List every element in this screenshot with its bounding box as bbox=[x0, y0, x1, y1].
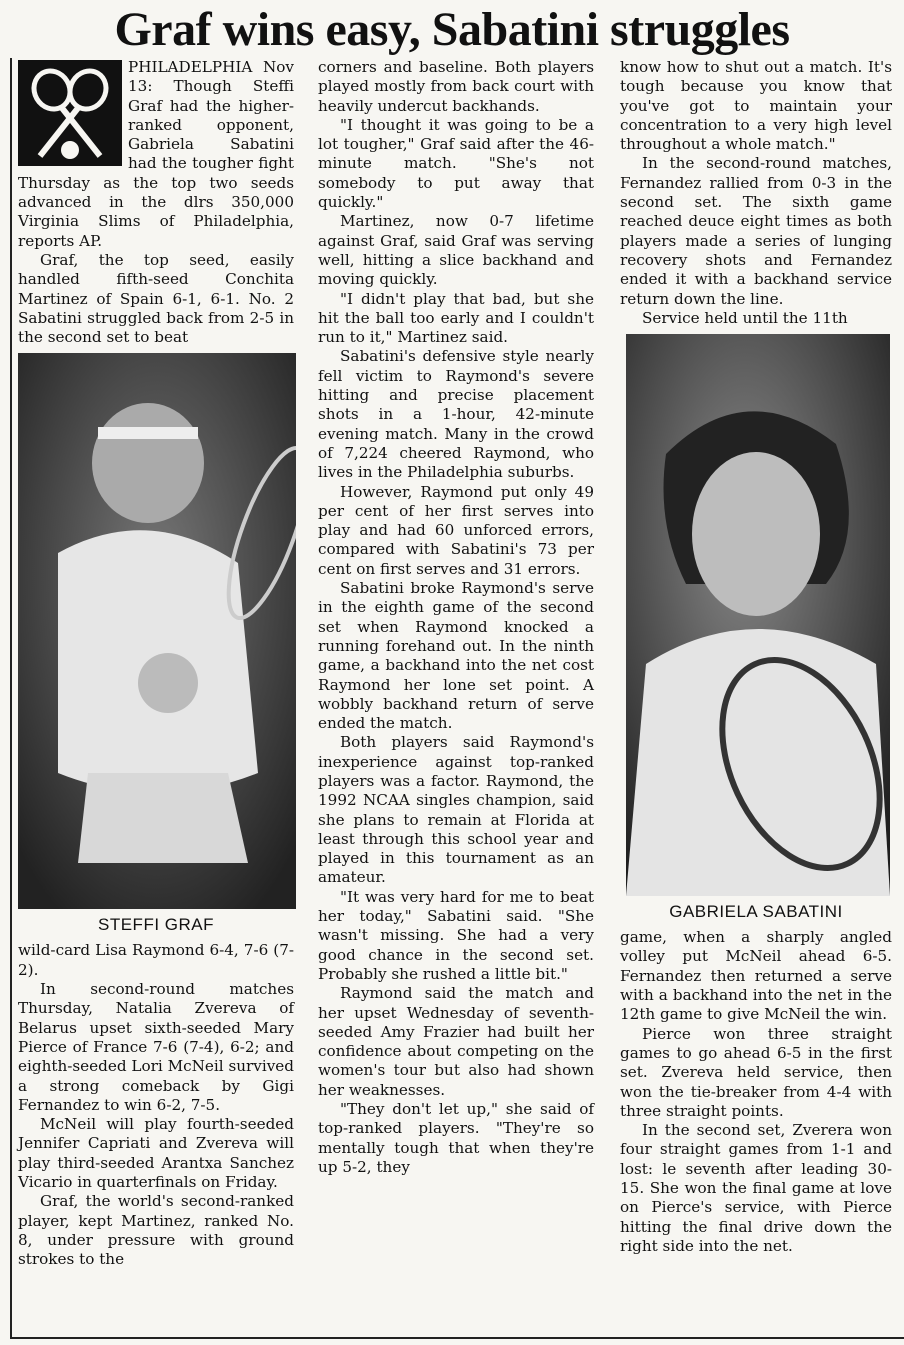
photo-gabriela-sabatini bbox=[626, 334, 890, 896]
paragraph: Raymond said the match and her upset Wednesday of seventh-seeded Amy Frazier had built her confidence about competing on the women's tour but also had shown her weaknesses. bbox=[318, 984, 594, 1099]
column-3 bbox=[620, 58, 892, 1256]
column-1 bbox=[18, 58, 294, 1270]
paragraph: "I thought it was going to be a lot tougher," Graf said after the 46-minute match. "She's not somebody to put away that quickly." bbox=[318, 115, 594, 212]
photo-caption: STEFFI GRAF bbox=[98, 915, 214, 935]
paragraph: Pierce won three straight games to go ahead 6-5 in the first set. Zvereva held service, then won the tie-breaker from 4-4 with three straight points. bbox=[620, 1024, 892, 1120]
column-2 bbox=[318, 58, 594, 1177]
paragraph: "I didn't play that bad, but she hit the ball too early and I couldn't run to it," Martinez said. bbox=[318, 289, 594, 347]
paragraph: "They don't let up," she said of top-ranked players. "They're so mentally tough that when they're up 5-2, they bbox=[318, 1100, 594, 1176]
photo-caption: GABRIELA SABATINI bbox=[669, 902, 843, 922]
lead-paragraph: PHILADELPHIA Nov 13: Though Steffi Graf had the higher-ranked opponent, Gabriela Sabatini had the tougher fight Thursday as the top two seeds advanced in the dlrs 350,000 Virginia Slims of Philadelphia, reports AP. bbox=[18, 58, 294, 250]
paragraph: McNeil will play fourth-seeded Jennifer Capriati and Zvereva will play third-seeded Arantxa Sanchez Vicario in quarterfinals on Friday. bbox=[18, 1115, 294, 1192]
paragraph: Service held until the 11th bbox=[642, 308, 848, 327]
paragraph: In the second set, Zverera won four straight games from 1-1 and lost: le seventh after leading 30-15. She won the final game at love on Pierce's service, with Pierce hitting the final drive down the right side into the net. bbox=[620, 1121, 892, 1255]
paragraph: game, when a sharply angled volley put McNeil ahead 6-5. Fernandez then returned a serve with a backhand into the net in the 12th game to give McNeil the win. bbox=[620, 928, 892, 1024]
paragraph: In the second-round matches, Fernandez rallied from 0-3 in the second set. The sixth game reached deuce eight times as both players made a series of lunging recovery shots and Fernandez ended it with a backhand service return down the line. bbox=[620, 154, 892, 308]
paragraph: Martinez, now 0-7 lifetime against Graf, said Graf was serving well, hitting a slice backhand and moving quickly. bbox=[318, 212, 594, 289]
paragraph: corners and baseline. Both players played mostly from back court with heavily undercut backhands. bbox=[318, 58, 594, 115]
paragraph: In second-round matches Thursday, Natalia Zvereva of Belarus upset sixth-seeded Mary Pierce of France 7-6 (7-4), 6-2; and eighth-seeded Lori McNeil survived a strong comeback by Gigi Fernandez to win 6-2, 7-5. bbox=[18, 980, 295, 1114]
bottom-rule bbox=[10, 1337, 904, 1339]
photo-steffi-graf bbox=[18, 353, 296, 909]
paragraph: wild-card Lisa Raymond 6-4, 7-6 (7-2). bbox=[18, 941, 294, 979]
tennis-rackets-icon bbox=[18, 60, 122, 166]
paragraph: Graf, the top seed, easily handled fifth-seed Conchita Martinez of Spain 6-1, 6-1. No. 2 Sabatini struggled back from 2-5 in the second set to beat bbox=[18, 250, 294, 347]
paragraph: Sabatini's defensive style nearly fell victim to Raymond's severe hitting and precise placement shots in a 1-hour, 42-minute evening match. Many in the crowd of 7,224 cheered Raymond, who lives in the Philadelphia suburbs. bbox=[318, 347, 594, 482]
paragraph: However, Raymond put only 49 per cent of her first serves into play and had 60 unforced errors, compared with Sabatini's 73 per cent on first serves and 31 errors. bbox=[318, 482, 594, 578]
paragraph: Sabatini broke Raymond's serve in the eighth game of the second set when Raymond knocked a running forehand out. In the ninth game, a backhand into the net cost Raymond her lone set point. A wobbly backhand return of serve ended the match. bbox=[318, 579, 594, 733]
paragraph: know how to shut out a match. It's tough because you know that you've got to maintain your concentration to a very high level throughout a whole match." bbox=[620, 58, 892, 154]
lead-block bbox=[18, 58, 294, 347]
headline: Graf wins easy, Sabatini struggles bbox=[114, 3, 790, 56]
paragraph: "It was very hard for me to beat her today," Sabatini said. "She wasn't missing. She had a very good chance in the second set. Probably she rushed a little bit." bbox=[318, 887, 594, 983]
paragraph: Graf, the world's second-ranked player, kept Martinez, ranked No. 8, under pressure with ground strokes to the bbox=[18, 1192, 294, 1269]
paragraph: Both players said Raymond's inexperience against top-ranked players was a factor. Raymond, the 1992 NCAA singles champion, said she plans to remain at Florida at least through this school year and played in this tournament as an amateur. bbox=[318, 733, 594, 887]
left-rule bbox=[10, 58, 12, 1337]
